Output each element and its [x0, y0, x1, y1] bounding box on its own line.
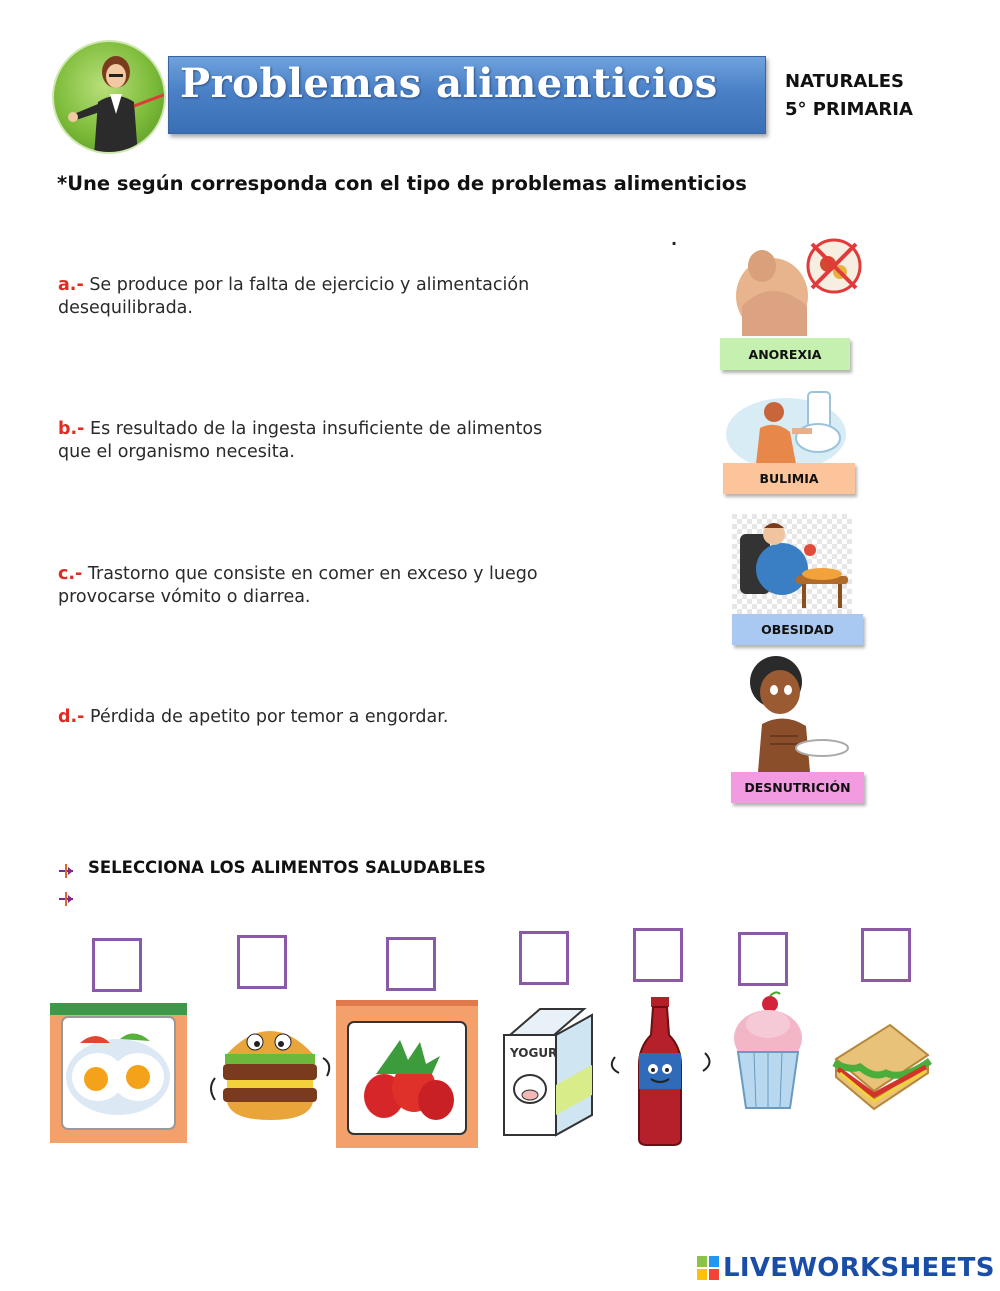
question-a [58, 274, 618, 320]
question-text: Pérdida de apetito por temor a engordar. [90, 707, 449, 727]
question-text-cont: provocarse vómito o diarrea. [58, 587, 311, 607]
label-bulimia[interactable] [723, 463, 855, 494]
teacher-avatar [52, 40, 166, 154]
label-obesidad-text: OBESIDAD [761, 622, 834, 637]
question-text: Es resultado de la ingesta insuficiente de alimentos [90, 419, 543, 439]
bulimia-image [726, 388, 862, 464]
subject-info [785, 68, 913, 124]
subject-name: NATURALES [785, 71, 905, 92]
instruction-text: *Une según corresponda con el tipo de problemas alimenticios [57, 172, 747, 195]
liveworksheets-logo-icon [697, 1256, 719, 1280]
checkbox-eggs[interactable] [92, 938, 142, 992]
checkbox-soda[interactable] [633, 928, 683, 982]
question-letter: d.- [58, 707, 85, 727]
question-letter: b.- [58, 419, 85, 439]
eggs-image [50, 1003, 187, 1143]
checkbox-sandwich[interactable] [861, 928, 911, 982]
anorexia-image [722, 236, 862, 340]
label-bulimia-text: BULIMIA [759, 471, 819, 486]
checkbox-strawberries[interactable] [386, 937, 436, 991]
question-letter: c.- [58, 564, 83, 584]
stray-dot: . [671, 230, 678, 249]
label-anorexia-text: ANOREXIA [748, 346, 822, 362]
brand-name: LIVEWORKSHEETS [723, 1253, 995, 1283]
checkbox-yogurt[interactable] [519, 931, 569, 985]
label-desnutricion-text: DESNUTRICIÓN [744, 780, 851, 795]
question-letter: a.- [58, 275, 84, 295]
checkbox-cupcake[interactable] [738, 932, 788, 986]
label-obesidad[interactable] [732, 614, 863, 645]
soda-image [605, 995, 717, 1149]
cupcake-image [730, 990, 806, 1114]
arrow-bullet-icon [58, 890, 76, 908]
label-desnutricion[interactable] [731, 772, 864, 803]
section-title: SELECCIONA LOS ALIMENTOS SALUDABLES [88, 858, 486, 877]
arrow-bullet-icon [58, 862, 76, 880]
question-c [58, 563, 618, 609]
strawberries-image [336, 1000, 478, 1148]
yogurt-image [500, 1005, 598, 1137]
question-d [58, 706, 618, 729]
question-text: Se produce por la falta de ejercicio y alimentación [89, 275, 530, 295]
checkbox-burger[interactable] [237, 935, 287, 989]
label-anorexia[interactable] [720, 338, 850, 370]
question-text: Trastorno que consiste en comer en exceso y luego [87, 564, 538, 584]
grade-level: 5° PRIMARIA [785, 99, 913, 120]
svg-text:YOGUR: YOGUR [510, 1046, 558, 1060]
malnutrition-image [740, 650, 852, 772]
sandwich-image [830, 1015, 934, 1115]
question-text-cont: que el organismo necesita. [58, 442, 295, 462]
obesity-image [732, 514, 852, 614]
liveworksheets-brand [697, 1253, 995, 1283]
question-b [58, 418, 618, 464]
page-title: Problemas alimenticios [180, 60, 718, 107]
burger-image [205, 1008, 335, 1132]
question-text-cont: desequilibrada. [58, 298, 193, 318]
